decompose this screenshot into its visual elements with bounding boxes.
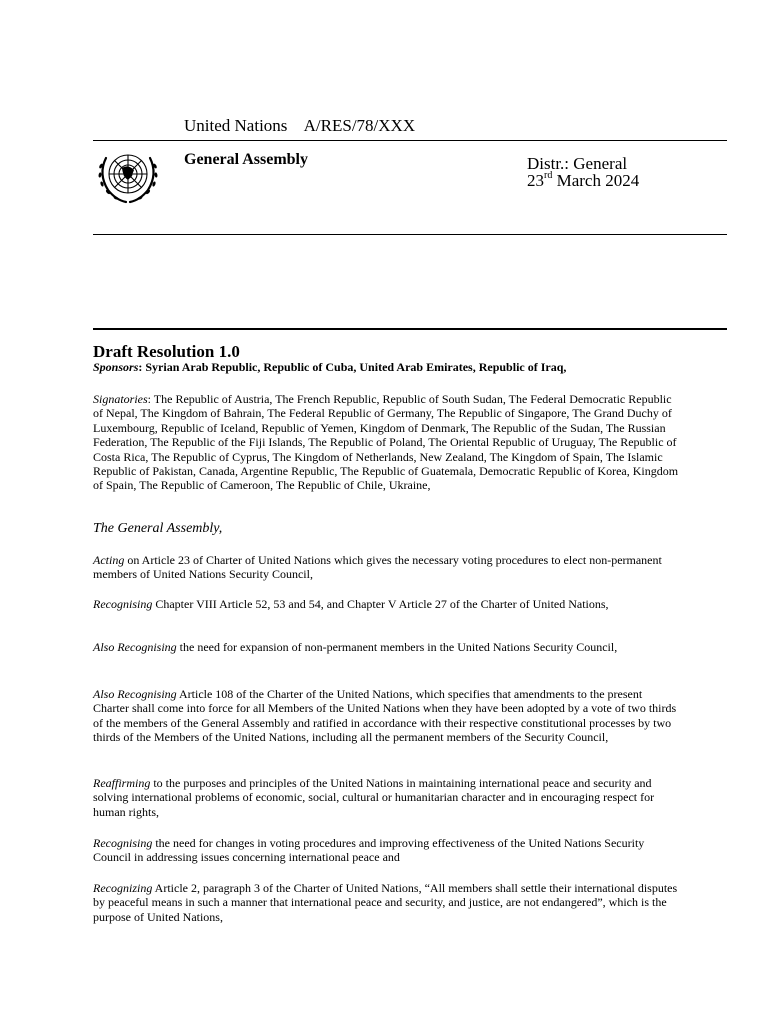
preambular-clause [93, 836, 681, 865]
issuing-body: General Assembly [184, 151, 308, 168]
preambular-clause [93, 553, 681, 582]
clause-lead: Recognising [93, 597, 153, 611]
section-rule [93, 328, 727, 330]
signatories-label: Signatories [93, 392, 148, 406]
preambular-clause [93, 881, 681, 924]
document-header-line [184, 116, 415, 136]
sponsors-line [93, 360, 566, 375]
date-suffix: rd [544, 170, 553, 182]
clause-text: the need for expansion of non-permanent members in the United Nations Security Council, [176, 640, 618, 654]
header-rule-top [93, 140, 727, 141]
distribution-label: Distr.: General [527, 154, 628, 173]
document-date [527, 172, 639, 189]
document-symbol: A/RES/78/XXX [303, 116, 416, 135]
sponsors-label: Sponsors [93, 360, 139, 374]
signatories-list: : The Republic of Austria, The French Republic, Republic of South Sudan, The Federal Democratic Republic of Nepal, The Kingdom of Bahrain, The Federal Republic of Germany, The Republic of Singapore, The Grand Duchy of Luxembourg, Republic of Iceland, Republic of Yemen, Kingdom of Denmark, The Republic of the Sudan, The Russian Federation, The Republic of the Fiji Islands, The Republic of Poland, The Oriental Republic of Uruguay, The Republic of Costa Rica, The Republic of Cyprus, The Kingdom of Netherlands, New Zealand, The Kingdom of Spain, The Islamic Republic of Pakistan, Canada, Argentine Republic, The Republic of Guatemala, Democratic Republic of Korea, Kingdom of Spain, The Republic of Cameroon, The Republic of Chile, Ukraine, [93, 392, 679, 493]
date-month-year: March 2024 [552, 171, 640, 190]
date-day: 23 [527, 171, 544, 190]
clause-text: to the purposes and principles of the United Nations in maintaining international peace and security and solving international problems of economic, social, cultural or humanitarian character and in encouraging respect for human rights, [93, 776, 655, 819]
organization-name: United Nations [184, 116, 288, 135]
clause-lead: Also Recognising [93, 640, 177, 654]
preambular-clause [93, 776, 681, 819]
clause-lead: Also Recognising [93, 687, 177, 701]
preambular-clause [93, 597, 681, 611]
distribution-block [527, 155, 639, 189]
header-rule-bottom [93, 234, 727, 235]
clause-lead: Reaffirming [93, 776, 151, 790]
clause-text: on Article 23 of Charter of United Nations which gives the necessary voting procedures to elect non-permanent members of United Nations Security Council, [93, 553, 662, 582]
clause-lead: Recognising [93, 836, 153, 850]
clause-lead: Acting [93, 553, 125, 567]
clause-text: Chapter VIII Article 52, 53 and 54, and Chapter V Article 27 of the Charter of United Nations, [152, 597, 609, 611]
clause-text: the need for changes in voting procedures and improving effectiveness of the United Nations Security Council in addressing issues concerning international peace and [93, 836, 645, 865]
resolution-title: Draft Resolution 1.0 [93, 342, 240, 361]
clause-lead: Recognizing [93, 881, 153, 895]
assembly-heading: The General Assembly, [93, 521, 223, 536]
clause-text: Article 108 of the Charter of the United Nations, which specifies that amendments to the present Charter shall come into force for all Members of the United Nations when they have been adopted by a vote of two thirds of the members of the General Assembly and ratified in accordance with their respective constitutional processes by two thirds of the Members of the United Nations, including all the permanent members of the Security Council, [93, 687, 677, 745]
signatories-paragraph [93, 392, 681, 493]
clause-text: Article 2, paragraph 3 of the Charter of United Nations, “All members shall settle their international disputes by peaceful means in such a manner that international peace and security, and justice, are not endangered”, which is the purpose of United Nations, [93, 881, 678, 924]
sponsors-list: : Syrian Arab Republic, Republic of Cuba, United Arab Emirates, Republic of Iraq, [138, 360, 567, 374]
preambular-clause [93, 640, 681, 654]
preambular-clause [93, 687, 681, 745]
un-emblem-icon [92, 146, 164, 208]
